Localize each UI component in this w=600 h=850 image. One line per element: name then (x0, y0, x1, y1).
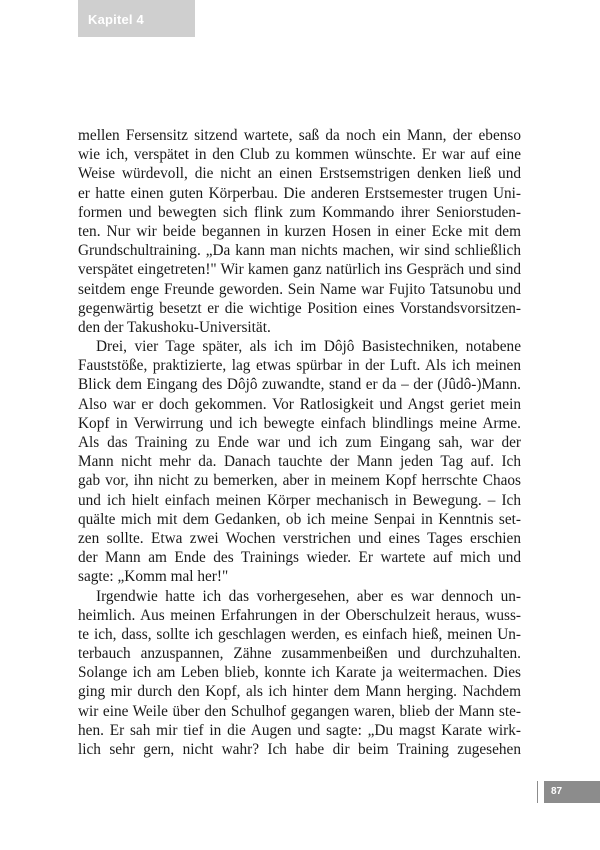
text-line: te ich, dass, sollte ich geschlagen werden, es einfach hieß, meinen Un- (78, 625, 521, 643)
page-number-divider (537, 781, 538, 803)
text-line: er hatte einen guten Körperbau. Die anderen Erstsemester trugen Uni- (78, 184, 521, 202)
text-line: ten. Nur wir beide begannen in kurzen Hosen in einer Ecke mit dem (78, 222, 521, 240)
text-line: hen. Er sah mir tief in die Augen und sagte: „Du magst Karate wirk- (78, 721, 521, 739)
text-line: zen sollte. Etwa zwei Wochen verstrichen und eines Tages erschien (78, 529, 521, 547)
text-line: Fauststöße, praktizierte, lag etwas spürbar in der Luft. Als ich meinen (78, 357, 521, 375)
text-line: quälte mich mit dem Gedanken, ob ich meine Senpai in Kenntnis set- (78, 510, 521, 528)
page-number-tab (544, 781, 600, 803)
paragraph-start-line: Drei, vier Tage später, als ich im Dôjô Basistechniken, notabene (96, 338, 521, 356)
text-line: seitdem enge Freunde geworden. Sein Name war Fujito Tatsunobu und (78, 280, 521, 298)
text-line: Weise würdevoll, die nicht an einen Erstsemstrigen denken ließ und (78, 165, 521, 183)
text-line: verspätet eingetreten!" Wir kamen ganz natürlich ins Gespräch und sind (78, 261, 521, 279)
text-line: terbauch anzuspannen, Zähne zusammenbeißen und durchzuhalten. (78, 645, 521, 663)
page-number: 87 (551, 786, 563, 797)
text-line: der Mann am Ende des Trainings wieder. Er wartete auf mich und (78, 549, 521, 567)
text-line: und ich hielt einfach meinen Körper mechanisch in Bewegung. – Ich (78, 491, 521, 509)
text-line: Als das Training zu Ende war und ich zum Eingang sah, war der (78, 434, 521, 451)
text-line: Mann nicht mehr da. Danach tauchte der Mann jeden Tag auf. Ich (78, 453, 521, 471)
text-line: gegenwärtig besetzt er die wichtige Position eines Vorstandsvorsitzen- (78, 299, 521, 317)
text-line: ging mir durch den Kopf, als ich hinter dem Mann herging. Nachdem (78, 683, 521, 701)
text-line: wir eine Weile über den Schulhof gegangen waren, blieb der Mann ste- (78, 702, 521, 720)
text-line: mellen Fersensitz sitzend wartete, saß da noch ein Mann, der ebenso (78, 127, 521, 144)
text-line: Solange ich am Leben blieb, konnte ich Karate ja weitermachen. Dies (78, 664, 521, 682)
text-line: wie ich, verspätet in den Club zu kommen wünschte. Er war auf eine (78, 146, 521, 164)
body-text (78, 126, 521, 759)
text-line: Blick dem Eingang des Dôjô zuwandte, stand er da – der (Jûdô-)Mann. (78, 376, 521, 394)
chapter-header-tab (78, 0, 195, 37)
text-line: lich sehr gern, nicht wahr? Ich habe dir beim Training zugesehen (78, 741, 521, 758)
paragraph-start-line: Irgendwie hatte ich das vorhergesehen, aber es war dennoch un- (96, 587, 521, 605)
paragraph-end-line: sagte: „Komm mal her!" (78, 568, 229, 586)
text-line: formen und bewegten sich flink zum Kommando ihrer Seniorstuden- (78, 203, 521, 221)
text-line: gab vor, ihn nicht zu bemerken, aber in meinem Kopf herrschte Chaos (78, 472, 521, 490)
paragraph-end-line: den der Takushoku-Universität. (78, 318, 271, 336)
text-line: Grundschultraining. „Da kann man nichts machen, wir sind schließlich (78, 242, 521, 260)
chapter-title: Kapitel 4 (88, 12, 144, 27)
text-line: heimlich. Aus meinen Erfahrungen in der Oberschulzeit heraus, wuss- (78, 606, 521, 624)
text-line: Kopf in Verwirrung und ich bewegte einfach blindlings meine Arme. (78, 414, 521, 432)
text-line: Also war er doch gekommen. Vor Ratlosigkeit und Angst geriet mein (78, 395, 521, 413)
